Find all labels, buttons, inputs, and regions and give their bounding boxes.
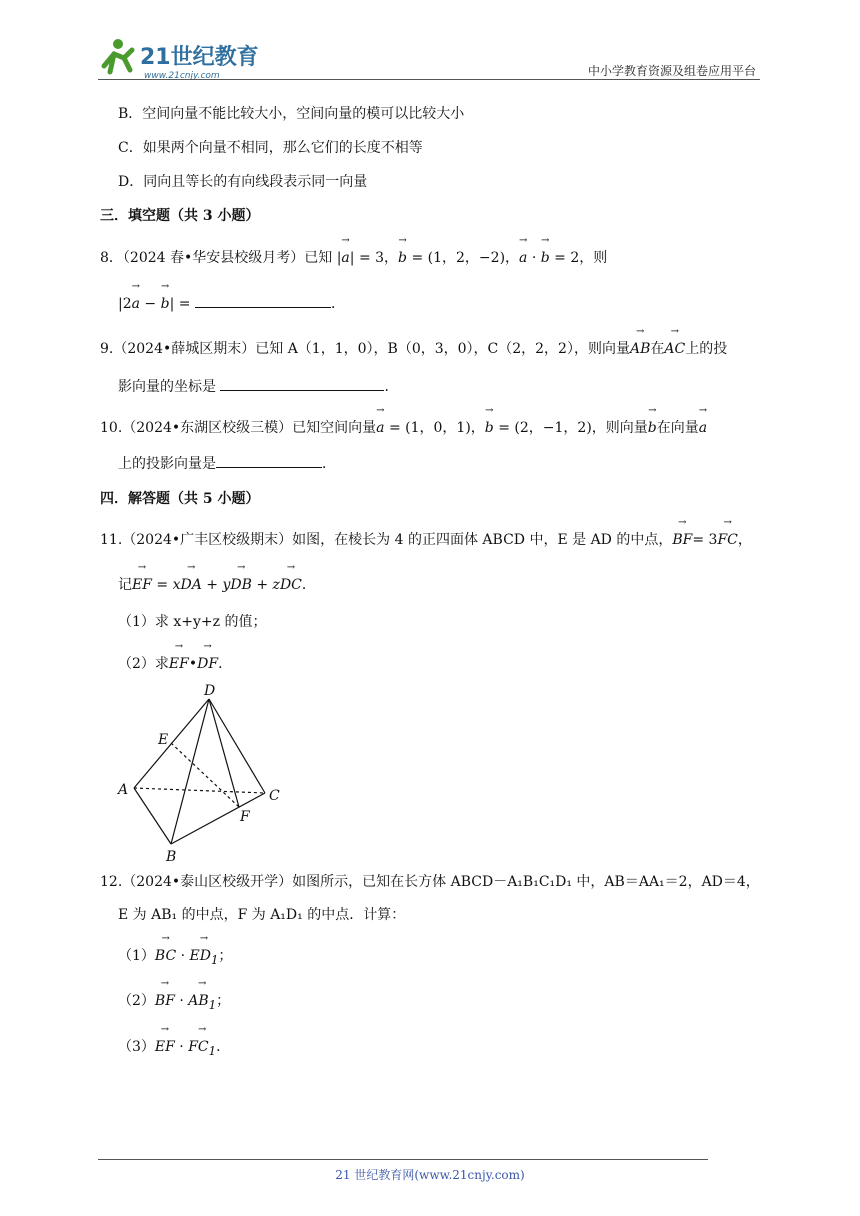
logo-text: 21世纪教育 (140, 45, 259, 70)
question-12: 12.（2024•泰山区校级开学）如图所示，已知在长方体 ABCD－A₁B₁C₁D₁ 中，AB＝AA₁＝2，AD＝4， (100, 874, 760, 890)
question-10 (100, 418, 707, 438)
question-9-line2: 影向量的坐标是 ． (118, 376, 398, 397)
vec-bc: → BC (155, 946, 176, 966)
question-8: 8．（2024 春•华安县校级月考）已知 |→ a| = 3，→ b = (1，2，−2)，→ a · → b = 2，则 (100, 248, 607, 268)
vec-b: → b (648, 418, 657, 438)
runner-logo-icon (104, 39, 132, 72)
question-11: 11.（2024•广丰区校级期末）如图，在棱长为 4 的正四面体 ABCD 中，E 是 AD 的中点，→ BF= 3→ FC， (100, 530, 752, 550)
answer-blank[interactable] (220, 376, 384, 391)
question-12-line2: E 为 AB₁ 的中点，F 为 A₁D₁ 的中点．计算： (118, 907, 406, 923)
vec-a: → a (376, 418, 384, 438)
vec-bf: → BF (672, 530, 692, 550)
q10-line1: 10.（2024•东湖区校级三模）已知空间向量 (100, 420, 377, 436)
vec-ef: → EF (155, 1037, 175, 1057)
q10-b-val: = (2，−1，2)，则向量 (498, 420, 648, 436)
vec-ef: → EF (132, 575, 152, 595)
q11-line1: 11.（2024•广丰区校级期末）如图，在棱长为 4 的正四面体 ABCD 中，E 是 AD 的中点， (100, 532, 673, 548)
q12-p1-label: （1） (118, 948, 155, 964)
header-divider (98, 79, 760, 80)
footer-divider (98, 1159, 708, 1160)
vec-ac: → AC (664, 339, 685, 359)
label-f: F (240, 809, 250, 825)
site-logo (96, 36, 266, 82)
q9-mid: 在 (650, 341, 665, 357)
question-8-line2: |2→ a − → b| = ． (118, 293, 345, 314)
vec-ab: → AB (630, 339, 650, 359)
q11-part2-label: （2）求 (118, 656, 169, 672)
label-e: E (158, 732, 169, 748)
question-10-line2: 上的投影向量是 ． (118, 453, 336, 474)
vec-b: → b (485, 418, 494, 438)
vec-db: → DB (230, 575, 252, 595)
vec-bf: → BF (155, 991, 175, 1011)
q11-line2: 记 (118, 577, 132, 593)
q11-part2: （2）求→ EF•→ DF． (118, 654, 232, 674)
label-c: C (269, 788, 280, 804)
vec-ed1: → $ED_1$ (190, 946, 219, 970)
vec-a: → a (699, 418, 707, 438)
q9-end: 上的投 (685, 341, 728, 357)
label-a: A (118, 782, 129, 798)
edge-dc (209, 699, 265, 793)
q10-line2: 上的投影向量是 (118, 456, 216, 472)
vec-ab1: → $AB_1$ (188, 991, 216, 1015)
q12-part2: （2）→ BF · → $AB_1$； (118, 991, 230, 1015)
answer-blank[interactable] (195, 293, 331, 308)
vec-fc: → FC (717, 530, 737, 550)
vec-a: → a (519, 248, 527, 268)
vec-b: → b (398, 248, 407, 268)
q8-given: = 3， (358, 250, 399, 266)
q8-b-val: = (1，2，−2)， (411, 250, 520, 266)
option-b: B．空间向量不能比较大小，空间向量的模可以比较大小 (118, 106, 465, 122)
question-9 (100, 339, 727, 359)
q12-part3: （3）→ EF · → $FC_1$． (118, 1037, 230, 1061)
logo-url: www.21cnjy.com (144, 71, 220, 81)
q8-dot-val: = 2，则 (554, 250, 608, 266)
vec-fc1: → $FC_1$ (188, 1037, 216, 1061)
tetrahedron-figure (112, 682, 292, 867)
vec-ef: → EF (169, 654, 189, 674)
q8-prefix: 8．（2024 春•华安县校级月考）已知 (100, 250, 333, 266)
q11-part1: （1）求 x+y+z 的值； (118, 614, 267, 630)
vec-da: → DA (180, 575, 201, 595)
q10-mid: 在向量 (656, 420, 699, 436)
q8-expr-end: | = (169, 296, 191, 312)
segment-ef-hidden (171, 743, 239, 807)
option-d: D．同向且等长的有向线段表示同一向量 (118, 174, 368, 190)
edge-ac-hidden (134, 788, 265, 793)
q9-line2: 影向量的坐标是 (118, 379, 216, 395)
q10-a-val: = (1，0，1)， (388, 420, 485, 436)
q12-p3-label: （3） (118, 1039, 155, 1055)
q9-line1: 9.（2024•薛城区期末）已知 A（1，1，0），B（0，3，0），C（2，2，2），则向量 (100, 341, 630, 357)
vec-a: → a (132, 294, 140, 314)
q12-part1: （1）→ BC · → $ED_1$； (118, 946, 232, 970)
vec-b: → b (161, 294, 170, 314)
vec-b: → b (541, 248, 550, 268)
vec-df: → DF (197, 654, 218, 674)
q12-p2-label: （2） (118, 993, 155, 1009)
section-fill-in: 三．填空题（共 3 小题） (100, 208, 260, 224)
q11-line1-end: = 3 (692, 532, 718, 548)
edge-ab (134, 788, 171, 844)
answer-blank[interactable] (216, 453, 322, 468)
vec-dc: → DC (280, 575, 302, 595)
option-c: C．如果两个向量不相同，那么它们的长度不相等 (118, 140, 423, 156)
vec-a: → a (341, 248, 349, 268)
section-answer: 四．解答题（共 5 小题） (100, 491, 260, 507)
platform-name: 中小学教育资源及组卷应用平台 (587, 64, 756, 78)
edge-bc (171, 793, 265, 844)
label-d: D (204, 683, 216, 699)
label-b: B (166, 849, 177, 865)
footer-link[interactable]: 21 世纪教育网(www.21cnjy.com) (335, 1168, 525, 1182)
question-11-line2: 记→ EF = x→ DA + y→ DB + z→ DC． (118, 575, 316, 595)
